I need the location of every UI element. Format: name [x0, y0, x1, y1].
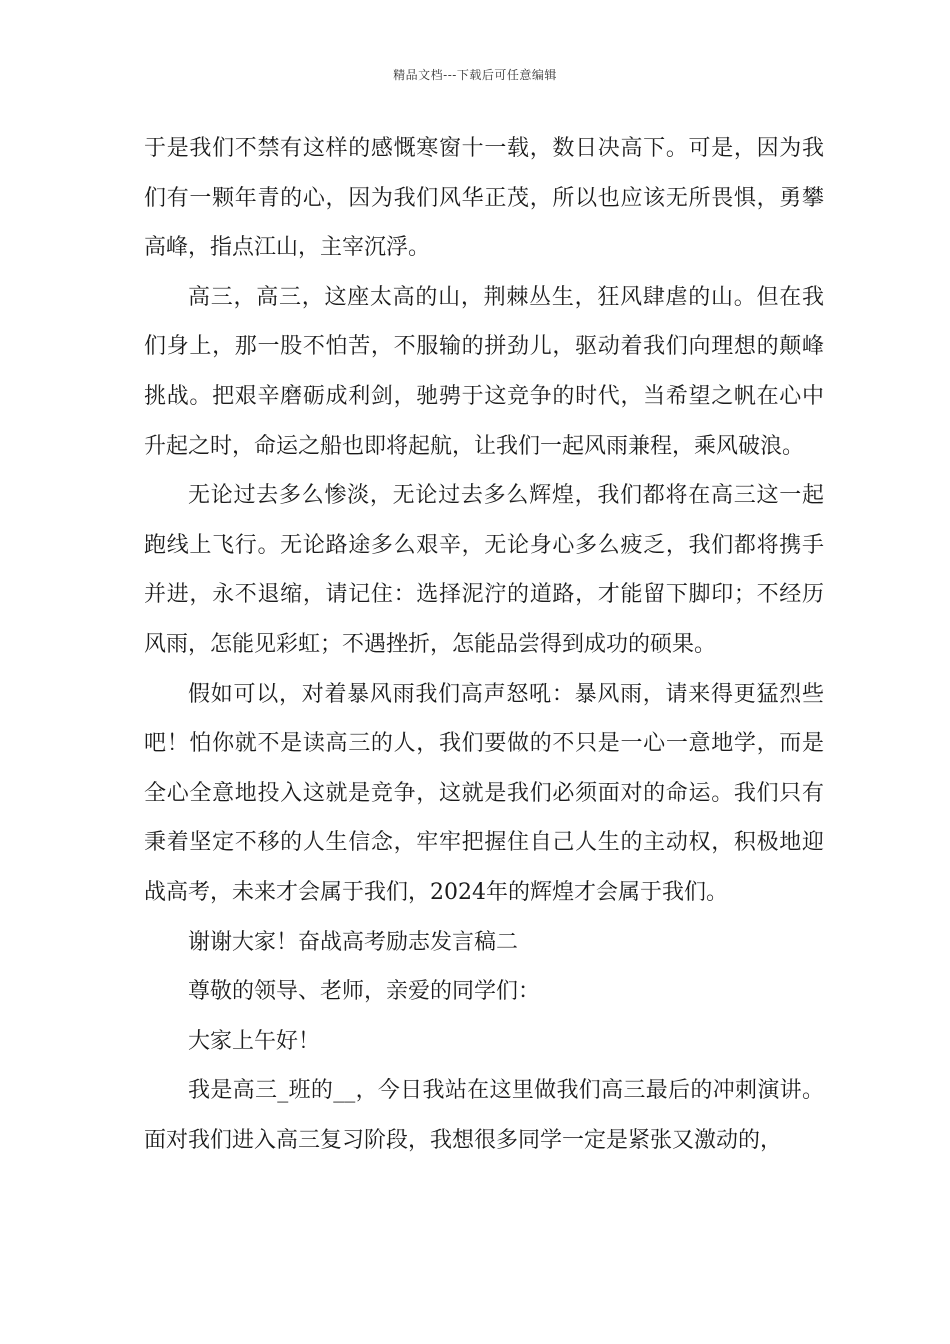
salutation: 尊敬的领导、老师，亲爱的同学们： [188, 979, 541, 1005]
greeting: 大家上午好！ [188, 1028, 321, 1054]
paragraph-5: 我是高三_班的__，今日我站在这里做我们高三最后的冲刺演讲。面对我们进入高三复习阶段，我想很多同学一定是紧张又激动的， [144, 1078, 824, 1153]
document-body [144, 124, 824, 1165]
closing-and-section-title: 谢谢大家！奋战高考励志发言稿二 [188, 929, 519, 955]
paragraph-3: 无论过去多么惨淡，无论过去多么辉煌，我们都将在高三这一起跑线上飞行。无论路途多么艰辛，无论身心多么疲乏，我们都将携手并进，永不退缩，请记住：选择泥泞的道路，才能留下脚印；不经历风雨，怎能见彩虹；不遇挫折，怎能品尝得到成功的硕果。 [144, 483, 824, 657]
paragraph-2: 高三，高三，这座太高的山，荆棘丛生，狂风肆虐的山。但在我们身上，那一股不怕苦，不服输的拼劲儿，驱动着我们向理想的颠峰挑战。把艰辛磨砺成利剑，驰骋于这竞争的时代，当希望之帆在心中升起之时，命运之船也即将起航，让我们一起风雨兼程，乘风破浪。 [144, 284, 824, 459]
paragraph-4: 假如可以，对着暴风雨我们高声怒吼：暴风雨，请来得更猛烈些吧！怕你就不是读高三的人，我们要做的不只是一心一意地学，而是全心全意地投入这就是竞争，这就是我们必须面对的命运。我们只有秉着坚定不移的人生信念，牢牢把握住自己人生的主动权，积极地迎战高考，未来才会属于我们，2024年的辉煌才会属于我们。 [144, 681, 824, 905]
paragraph-1: 于是我们不禁有这样的感慨寒窗十一载，数日决高下。可是，因为我们有一颗年青的心，因为我们风华正茂，所以也应该无所畏惧，勇攀高峰，指点江山，主宰沉浮。 [144, 136, 824, 261]
page-header: 精品文档---下载后可任意编辑 [393, 68, 557, 82]
